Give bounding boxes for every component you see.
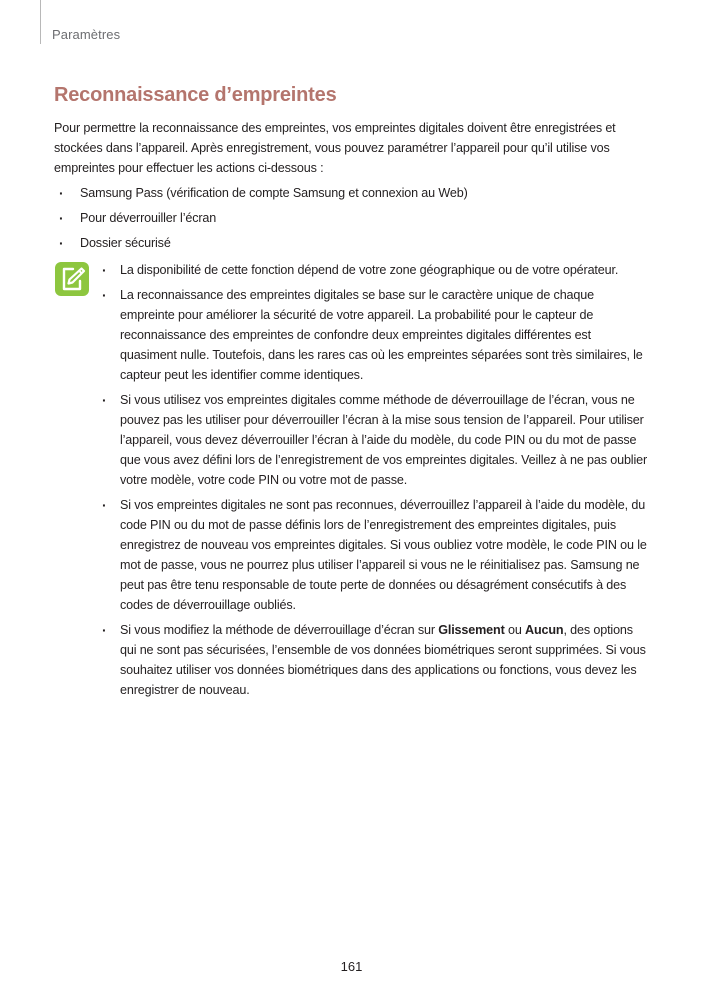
- intro-paragraph: Pour permettre la reconnaissance des empreintes, vos empreintes digitales doivent être enregistrées et stockées dans l’appareil. Après enregistrement, vous pouvez paramétrer l’appareil pour qu’il utilise vos empreintes pour effectuer les actions ci-dessous :: [54, 121, 616, 175]
- section-title: Reconnaissance d’empreintes: [54, 84, 337, 106]
- page-number: 161: [340, 959, 363, 974]
- note-item: · Si vous utilisez vos empreintes digitales comme méthode de déverrouillage de l’écran, vous ne pouvez pas les utiliser pour déverrouiller l’écran à la mise sous tension de l’appareil. Pour utiliser l’appareil, vous devez déverrouiller l’écran à l’aide du modèle, du code PIN ou du mot de passe que vous avez défini lors de l’enregistrement de vos empreintes digitales. Veillez à ne pas oublier votre modèle, votre code PIN ou votre mot de passe.: [98, 390, 650, 490]
- note-item: · La disponibilité de cette fonction dépend de votre zone géographique ou de votre opérateur.: [98, 260, 650, 280]
- chapter-header: Paramètres: [52, 27, 121, 42]
- note-text: , des options qui ne sont pas sécurisées, l’ensemble de vos données biométriques seront supprimées. Si vous souhaitez utiliser vos données biométriques dans des applications ou fonctions, vous devez les enregistrer de nouveau.: [120, 623, 646, 697]
- option-glissement: Glissement: [438, 623, 505, 637]
- uses-list: [54, 183, 650, 258]
- list-item: · Dossier sécurisé: [54, 233, 650, 258]
- header-rule: [40, 0, 41, 44]
- note-item: · La reconnaissance des empreintes digitales se base sur le caractère unique de chaque empreinte pour améliorer la sécurité de votre appareil. La probabilité pour le capteur de reconnaissance des empreintes de confondre deux empreintes digitales différentes est quasiment nulle. Toutefois, dans les rares cas où les empreintes séparées sont très similaires, le capteur peut les identifier comme identiques.: [98, 285, 650, 385]
- list-item: · Pour déverrouiller l’écran: [54, 208, 650, 233]
- note-text: Si vous modifiez la méthode de déverrouillage d’écran sur: [120, 623, 439, 637]
- list-item: · Samsung Pass (vérification de compte Samsung et connexion au Web): [54, 183, 650, 208]
- option-aucun: Aucun: [525, 623, 564, 637]
- note-text: ou: [504, 623, 526, 637]
- note-list: [98, 260, 650, 705]
- note-item: · Si vos empreintes digitales ne sont pas reconnues, déverrouillez l’appareil à l’aide du modèle, du code PIN ou du mot de passe définis lors de l’enregistrement des empreintes digitales, puis enregistrez de nouveau vos empreintes digitales. Si vous oubliez votre modèle, le code PIN ou le mot de passe, vous ne pourrez plus utiliser l’appareil si vous ne le réinitialisez pas. Samsung ne peut pas être tenu responsable de toute perte de données ou désagrément consécutifs à des codes de déverrouillage oubliés.: [98, 495, 650, 615]
- note-item: [98, 620, 650, 700]
- note-pencil-icon: [55, 262, 89, 296]
